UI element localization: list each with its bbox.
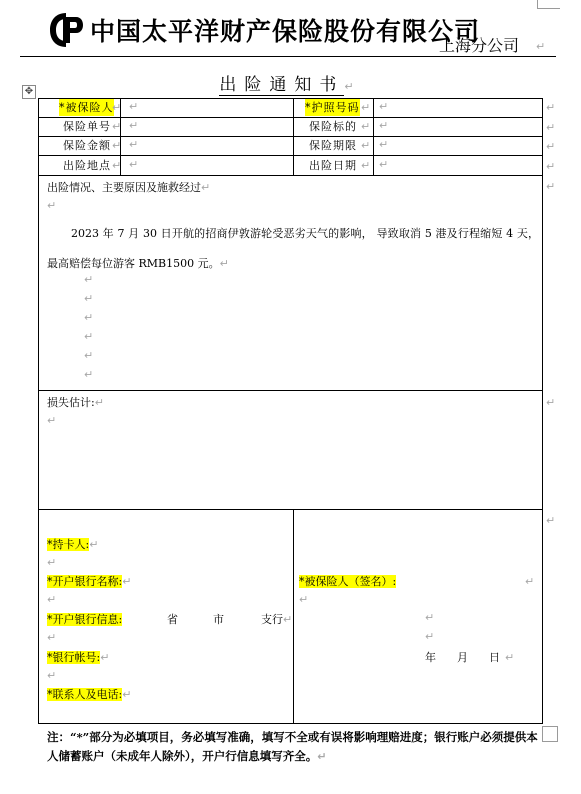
insured-subject-label: 保险标的	[309, 120, 357, 133]
paragraph-mark: ↵	[379, 100, 389, 113]
passport-field[interactable]	[379, 100, 388, 113]
paragraph-mark: ↵	[425, 630, 435, 643]
paragraph-mark: ↵	[344, 80, 362, 93]
paragraph-mark: ↵	[129, 119, 139, 132]
footnote	[47, 728, 547, 766]
col-divider	[373, 99, 374, 175]
incident-heading-text: 出险情况、主要原因及施救经过	[47, 181, 201, 194]
row-end-mark: ↵	[546, 160, 556, 173]
cardholder-row[interactable]	[47, 536, 98, 552]
policy-number-field[interactable]	[129, 119, 138, 132]
loss-date-field[interactable]	[379, 158, 388, 171]
incident-description-text: 2023 年 7 月 30 日开航的招商伊敦游轮受恶劣天气的影响， 导致取消 5 港及行程缩短 4 天，最高赔偿每位游客 RMB1500 元。	[47, 227, 539, 270]
loss-estimate-heading-text: 损失估计:	[47, 396, 95, 409]
paragraph-mark: ↵	[219, 257, 229, 270]
insured-signature-label: *被保险人（签名）:	[299, 575, 397, 588]
row-divider	[39, 136, 542, 137]
table-move-handle[interactable]: ✥	[22, 85, 36, 99]
row-divider	[39, 390, 542, 391]
paragraph-mark: ↵	[84, 368, 94, 381]
paragraph-mark: ↵	[361, 139, 371, 152]
paragraph-mark: ↵	[112, 101, 122, 114]
document-title-text: 出险通知书	[219, 75, 345, 95]
paragraph-mark: ↵	[283, 613, 293, 626]
paragraph-mark: ↵	[47, 556, 57, 569]
cpic-logo-icon	[48, 11, 84, 49]
row-end-mark: ↵	[546, 180, 556, 193]
province-label: 省	[167, 613, 178, 626]
paragraph-mark: ↵	[361, 159, 371, 172]
row-end-mark: ↵	[546, 101, 556, 114]
row-divider	[39, 155, 542, 156]
crop-mark	[537, 0, 560, 9]
paragraph-mark: ↵	[129, 100, 139, 113]
branch-label	[261, 611, 292, 627]
row-end-mark: ↵	[546, 140, 556, 153]
paragraph-mark: ↵	[317, 750, 327, 763]
sum-insured-label: 保险金额	[63, 139, 111, 152]
paragraph-mark: ↵	[84, 330, 94, 343]
paragraph-mark: ↵	[47, 414, 57, 427]
paragraph-mark: ↵	[47, 593, 57, 606]
contact-row[interactable]	[47, 686, 131, 702]
loss-date-label: 出险日期	[309, 159, 357, 172]
paragraph-mark: ↵	[47, 669, 57, 682]
passport-label: *护照号码	[305, 101, 360, 114]
paragraph-mark: ↵	[89, 538, 99, 551]
paragraph-mark: ↵	[122, 575, 132, 588]
paragraph-mark: ↵	[361, 120, 371, 133]
sign-month-label: 月	[457, 651, 468, 664]
paragraph-mark: ↵	[201, 181, 211, 194]
paragraph-mark: ↵	[84, 311, 94, 324]
bank-info-label: *开户银行信息:	[47, 613, 123, 626]
paragraph-mark: ↵	[94, 396, 104, 409]
paragraph-mark: ↵	[47, 199, 57, 212]
paragraph-mark: ↵	[361, 101, 371, 114]
table-resize-handle[interactable]	[542, 726, 558, 742]
paragraph-mark: ↵	[84, 292, 94, 305]
bank-name-label: *开户银行名称:	[47, 575, 123, 588]
paragraph-mark: ↵	[112, 120, 122, 133]
col-divider	[293, 99, 294, 175]
header-rule	[20, 56, 556, 57]
paragraph-mark: ↵	[379, 158, 389, 171]
footnote-text: 注：“*”部分为必填项目，务必填写准确，填写不全或有误将影响理赔进度；银行账户必须提供本人储蓄账户（未成年人除外），开户行信息填写齐全。	[47, 730, 538, 763]
paragraph-mark: ↵	[129, 158, 139, 171]
paragraph-mark: ↵	[525, 575, 535, 588]
paragraph-mark: ↵	[112, 159, 122, 172]
policy-period-field[interactable]	[379, 138, 388, 151]
branch-label-text: 支行	[261, 613, 283, 626]
account-label: *银行帐号:	[47, 651, 101, 664]
sum-insured-field[interactable]	[129, 138, 138, 151]
contact-label: *联系人及电话:	[47, 688, 123, 701]
bank-info-row[interactable]	[47, 611, 122, 627]
row-divider	[39, 117, 542, 118]
claim-form-table	[38, 98, 543, 724]
account-row[interactable]	[47, 649, 109, 665]
row-divider	[39, 509, 542, 510]
paragraph-mark: ↵	[47, 631, 57, 644]
paragraph-mark: ↵	[84, 349, 94, 362]
loss-location-label: 出险地点	[63, 159, 111, 172]
document-title	[0, 70, 581, 95]
incident-heading	[47, 179, 210, 195]
insured-signature-row[interactable]	[299, 573, 396, 589]
paragraph-mark: ↵	[379, 138, 389, 151]
sign-day-label: 日	[489, 651, 500, 664]
row-end-mark: ↵	[546, 121, 556, 134]
col-divider	[293, 509, 294, 723]
row-end-mark: ↵	[546, 396, 556, 409]
sign-year-label: 年	[425, 651, 436, 664]
insured-subject-field[interactable]	[379, 119, 388, 132]
cardholder-label: *持卡人:	[47, 538, 90, 551]
bank-name-row[interactable]	[47, 573, 131, 589]
paragraph-mark: ↵	[536, 40, 546, 53]
paragraph-mark: ↵	[100, 651, 110, 664]
insured-field[interactable]	[129, 100, 138, 113]
paragraph-mark: ↵	[112, 139, 122, 152]
paragraph-mark: ↵	[425, 611, 435, 624]
row-divider	[39, 175, 542, 176]
paragraph-mark: ↵	[299, 593, 309, 606]
paragraph-mark: ↵	[122, 688, 132, 701]
loss-location-field[interactable]	[129, 158, 138, 171]
paragraph-mark: ↵	[84, 273, 94, 286]
paragraph-mark: ↵	[379, 119, 389, 132]
city-label: 市	[213, 613, 224, 626]
insured-label: *被保险人	[59, 101, 114, 114]
loss-estimate-field[interactable]	[47, 429, 537, 505]
policy-period-label: 保险期限	[309, 139, 357, 152]
loss-estimate-heading	[47, 394, 104, 410]
paragraph-mark: ↵	[505, 651, 515, 664]
policy-number-label: 保险单号	[63, 120, 111, 133]
paragraph-mark: ↵	[129, 138, 139, 151]
row-end-mark: ↵	[546, 514, 556, 527]
company-name: 中国太平洋财产保险股份有限公司	[90, 17, 481, 46]
branch-name: 上海分公司	[439, 36, 520, 55]
incident-description[interactable]	[47, 219, 539, 279]
